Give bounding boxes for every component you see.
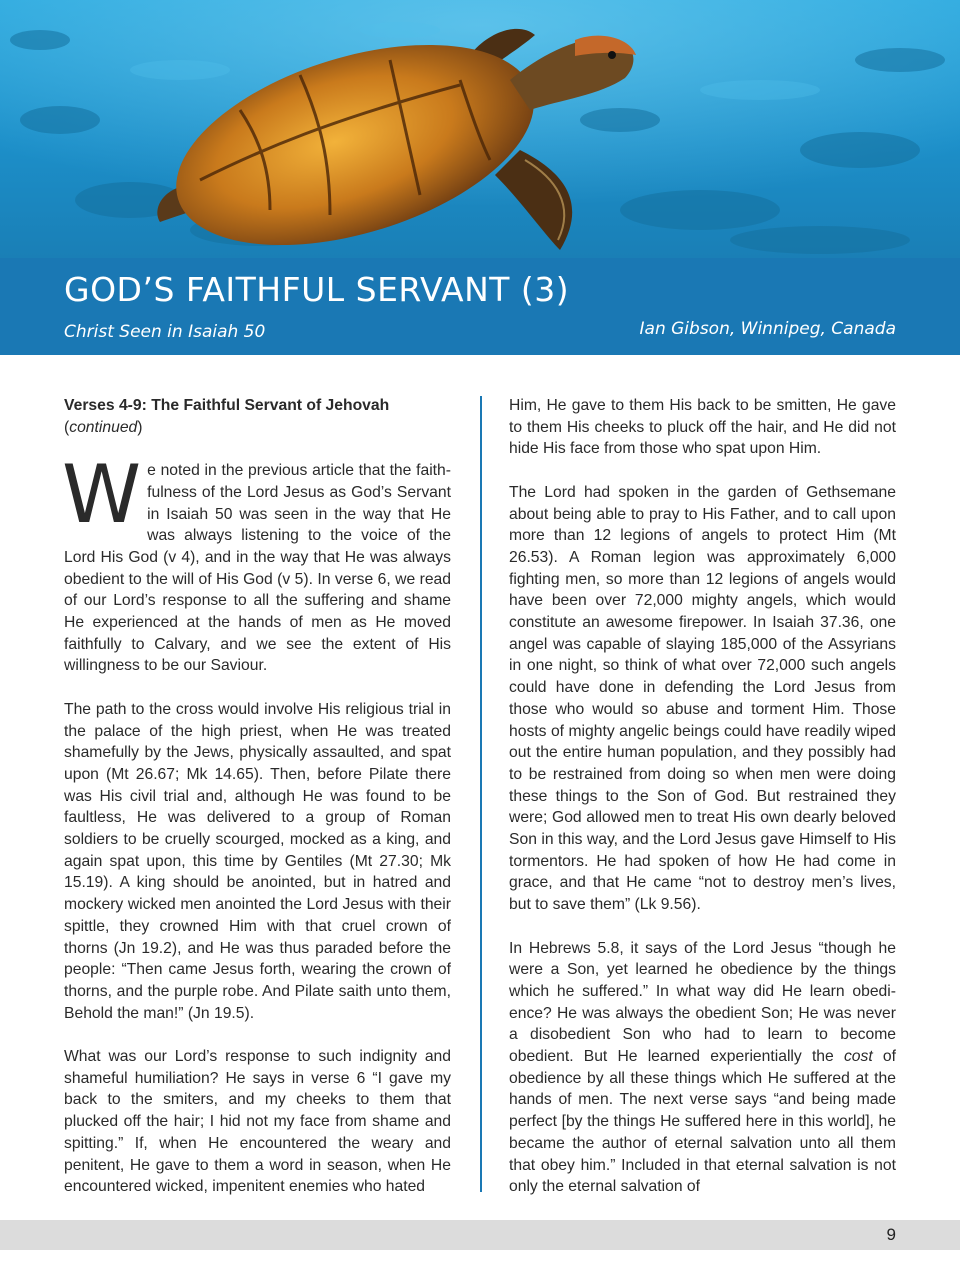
section-heading-note: continued xyxy=(69,418,138,436)
section-heading: Verses 4-9: The Faithful Servant of Jehovah xyxy=(64,397,390,414)
hero-image xyxy=(0,0,960,258)
paragraph-text: e noted in the previous article that the faithfulness of the Lord Jesus as God’s Servant in Isaiah 50 was seen in the way that He was always listening to the voice of the Lord His God (v 4), and in the way that He was always obedient to the will of His God (v 5). In verse 6, we read of our Lord’s response to all the suffering and shame He experienced at the hands of men as He moved faithfully to Calvary, and we see the extent of His willingness to be our Saviour. xyxy=(64,462,451,675)
paragraph: The path to the cross would involve His religious trial in the palace of the high priest, when He was treated shamefully by the Jews, physically assaulted, and spat upon (Mt 26.67; Mk 14.65). Then, before Pilate there was His civil trial and, although He was found to be faultless, He was delivered to a group of Roman soldiers to be cruelly scourged, mocked as a king, and again spat upon, this time by Gentiles (Mt 27.30; Mk 15.19). A king should be anointed, but in hatred and mockery wicked men anointed the Lord Jesus with their spittle, they crowned Him with that cruel crown of thorns (Jn 19.2), and He was thus paraded before the people: “Then came Jesus forth, wearing the crown of thorns, and the purple robe. And Pilate saith unto them, Behold the man!” (Jn 19.5). xyxy=(64,700,451,1022)
paragraph-text: of obedience by all these things which He suffered at the hands of men. The next verse says “and being made perfect [by the things He suffered here in this world], he became the author of eternal salvation unto all them that obey him.” Included in that eternal salvation is not only the eternal salvation of xyxy=(509,1048,896,1196)
page-number: 9 xyxy=(886,1225,896,1244)
emphasis-text: cost xyxy=(843,1048,873,1066)
section-heading-block: Verses 4-9: The Faithful Servant of Jehovah (continued) xyxy=(64,397,390,436)
paragraph: What was our Lord’s response to such indignity and shameful humiliation? He says in verse 6 “I gave my back to the smiters, and my cheeks to them that plucked off the hair; I hid not my face from shame and spitting.” If, when He encountered the weary and penitent, He gave to them a word in season, when He encountered wicked, impenitent enemies who hated xyxy=(64,1048,451,1196)
paragraph xyxy=(509,938,896,1198)
article-author: Ian Gibson, Winnipeg, Canada xyxy=(639,319,896,339)
drop-cap: W xyxy=(62,448,142,542)
title-banner xyxy=(0,258,960,355)
right-column xyxy=(509,395,896,1220)
paragraph-text: In Hebrews 5.8, it says of the Lord Jesus “though he were a Son, yet learned he obedience by the things which he suffered.” In what way did He learn obedience? He was always the obedient Son; He was never a disobedient Son who had to learn to become obedient. But He learned experientially the xyxy=(509,939,896,1066)
left-column xyxy=(64,395,451,1220)
column-divider xyxy=(480,396,482,1192)
paragraph xyxy=(62,448,451,677)
article-subtitle: Christ Seen in Isaiah 50 xyxy=(64,322,266,342)
paragraph: Him, He gave to them His back to be smitten, He gave to them His cheeks to pluck off the hair, and He did not hide His face from those who spat upon Him. xyxy=(509,397,896,458)
footer-bar xyxy=(0,1220,960,1250)
turtle-illustration xyxy=(0,0,960,258)
paragraph: The Lord had spoken in the garden of Gethsemane about being able to pray to His Father, and to call upon more than 12 legions of angels to protect Him (Mt 26.53). A Roman legion was approximately 6,000 fighting men, so more than 12 legions of angels would have been over 72,000 mighty angels, which would constitute an awesome firepower. In Isaiah 37.36, one angel was capable of slaying 185,000 of the Assyrians in one night, so think of what over 72,000 such angels could have done in defending the Lord Jesus from those who would so abuse and torment Him. Those hosts of mighty angelic beings could have readily wiped out the entire human population, and they possibly had to be restrained from doing so when men were doing these things to the Son of God. But restrained they were; God allowed men to treat His own dearly beloved Son in this way, and the Lord Jesus gave Himself to His tormentors. He had spoken of how He had come in grace, and that He came “not to destroy men’s lives, but to save them” (Lk 9.56). xyxy=(509,483,896,914)
article-title: GOD’S FAITHFUL SERVANT (3) xyxy=(64,270,570,309)
